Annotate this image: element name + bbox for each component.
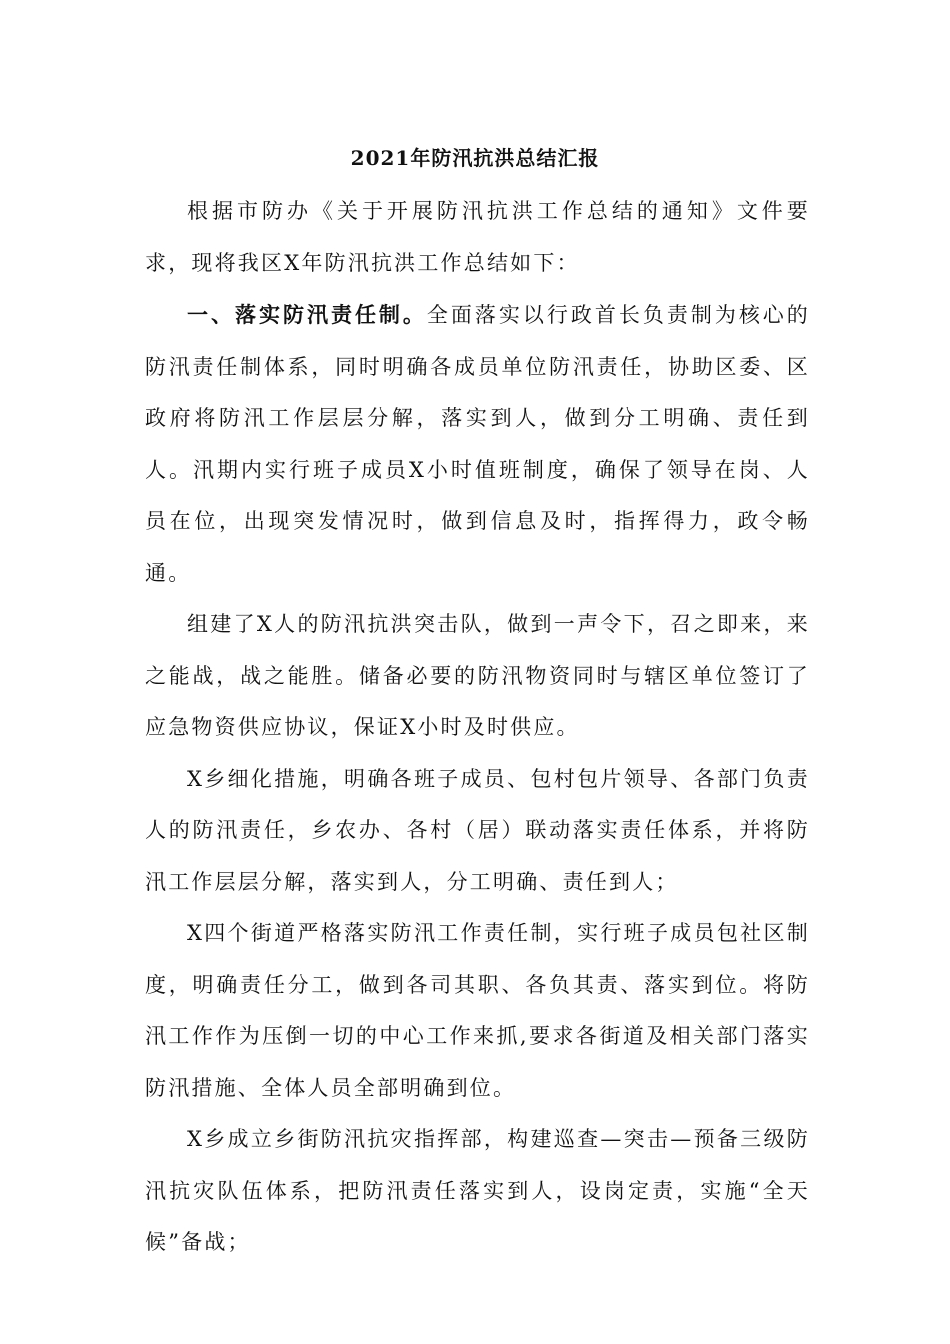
paragraph-text: 全面落实以行政首长负责制为核心的防汛责任制体系，同时明确各成员单位防汛责任，协助区委、区政府将防汛工作层层分解，落实到人，做到分工明确、责任到人。汛期内实行班子成员X小时值班制度，确保了领导在岗、人员在位，出现突发情况时，做到信息及时，指挥得力，政令畅通。 [145,303,810,585]
paragraph-intro [145,186,810,289]
paragraph-township-measures [145,754,810,909]
paragraph-command-center [145,1114,810,1269]
paragraph-text: 组建了X人的防汛抗洪突击队，做到一声令下，召之即来，来之能战，战之能胜。储备必要的防汛物资同时与辖区单位签订了应急物资供应协议，保证X小时及时供应。 [145,612,810,739]
paragraph-text: X乡细化措施，明确各班子成员、包村包片领导、各部门负责人的防汛责任，乡农办、各村（居）联动落实责任体系，并将防汛工作层层分解，落实到人，分工明确、责任到人； [145,766,810,894]
paragraph-commando-team [145,599,810,754]
paragraph-text: X乡成立乡街防汛抗灾指挥部，构建巡查—突击—预备三级防汛抗灾队伍体系，把防汛责任落实到人，设岗定责，实施“全天候”备战； [145,1127,810,1254]
paragraph-text: X四个街道严格落实防汛工作责任制，实行班子成员包社区制度，明确责任分工，做到各司其职、各负其责、落实到位。将防汛工作作为压倒一切的中心工作来抓,要求各街道及相关部门落实防汛措施、全体人员全部明确到位。 [145,921,810,1100]
section-heading: 一、落实防汛责任制。 [187,302,427,327]
document-title: 2021年防汛抗洪总结汇报 [350,146,600,170]
paragraph-street-responsibility [145,908,810,1114]
paragraph-text: 根据市防办《关于开展防汛抗洪工作总结的通知》文件要求，现将我区X年防汛抗洪工作总结如下： [145,199,810,275]
paragraph-section-1 [145,289,810,599]
document-body [145,186,810,1269]
